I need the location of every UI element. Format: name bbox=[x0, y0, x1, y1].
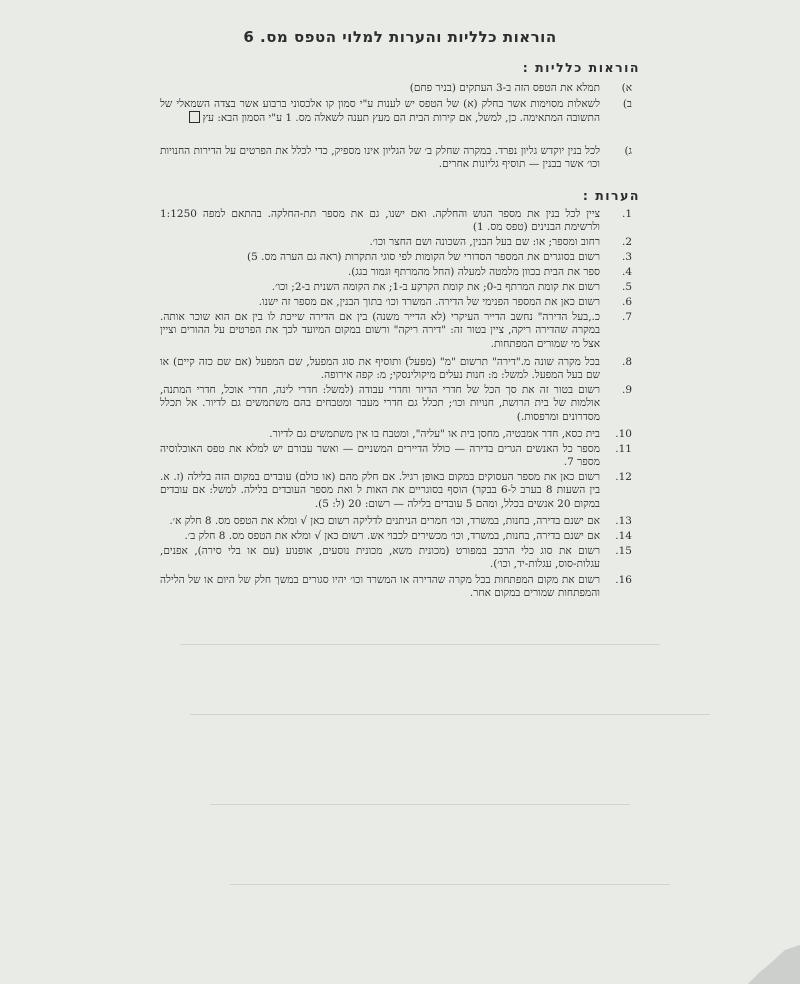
note-text: אם ישנם בדירה, בחנות, במשרד, וכו׳ חמרים הניתנים לדליקה רשום כאן √ ומלא את הטפס מס. 8 חלק א׳. bbox=[169, 515, 600, 527]
note-text: רשום את סוג כלי הרכב במפורט (מכונית משא, מכונית נוסעים, אופנוע (עם או בלי סירה), אפנים, עגלות-סוס, עגלות-יד, וכו׳). bbox=[160, 545, 600, 571]
note-number: 15. bbox=[615, 545, 632, 557]
note-number: 5. bbox=[621, 281, 632, 293]
note-number: 3. bbox=[621, 251, 632, 263]
note-text: כ.,בעל הדירה" נחשב הדייר העיקרי (לא הדייר משנה) בין אם הדירה שייכת לו בין אם הוא שוכר אותה. במקרה שהדירה ריקה, ציין בטור זה: "דירה ריקה" ורשום במקום המיועד לכך את הפרטים על ההורים וציין אצל מי שמורים המפתחות. bbox=[160, 311, 600, 350]
notes-heading: הערות : bbox=[582, 188, 640, 203]
general-item-text: לכל בנין יוקדש גליון נפרד. במקרה שחלק ב׳ של הגליון אינו מספיק, כדי לכלל את הפרטים על הדירות החנויות וכו׳ אשר בבנין — תוסיף גליונות אחרים. bbox=[160, 145, 600, 171]
page-title: הוראות כלליות והערות למלוי הטפס מס. 6 bbox=[243, 28, 557, 46]
note-text: ציין לכל בנין את מספר הגוש והחלקה. ואם ישנו, גם את מספר תת-החלקה. בהתאם למפה 1:1250 ולרשימת הבנינים (טפס מס. 1) bbox=[160, 208, 600, 234]
note-number: 10. bbox=[615, 428, 632, 440]
note-text: רשום את קומת המרתף ב-0; את קומת הקרקע ב-1; את הקומה השנית ב-2; וכו׳. bbox=[271, 281, 600, 293]
note-text: רשום כאן את מספר העסוקים במקום באופן רגיל. אם חלק מהם (או כולם) עובדים במקום הזה בלילה (ז. א. בין השעות 8 בערב ל-6 בבקר) הוסף בסוגריים את האות ל ואת מספר העובדים בלילה. למשל: אם עובדים במקום 20 אנשים בכלל, ומהם 5 עובדים בלילה — רשום: 20 (ל: 5). bbox=[160, 471, 601, 510]
note-number: 9. bbox=[621, 384, 632, 396]
note-number: 4. bbox=[621, 266, 632, 278]
note-text: בית כסא, חדר אמבטיה, מחסן בית או "עליה", ומטבח בו אין משתמשים גם לדיור. bbox=[269, 428, 600, 440]
note-number: 6. bbox=[621, 296, 632, 308]
general-heading: הוראות כלליות : bbox=[522, 60, 640, 75]
note-text: מספר כל האנשים הגרים בדירה — כולל הדיירים המשניים — ואשר עבורם יש למלא את טפס האוכלוסיה מספר 7. bbox=[160, 443, 600, 469]
note-text: ספר את הבית בכוון מלמטה למעלה (החל מהמרתף וגמור בגג). bbox=[347, 266, 600, 278]
note-text: רחוב ומספר; או: שם בעל הבנין, השכונה ושם החצר וכו׳. bbox=[369, 236, 600, 248]
note-text: רשום בטור זה את סך הכל של חדרי הדיור וחדרי עבודה (למשל: חדרי לינה, חדרי אוכל, חדרי המתנה, אולמות של בית הרושת, חנויות וכו׳; תכלל גם חדרי מעבר ומטבחים בהם משתמשים גם לדיור. אל תכלל מסדרונים ומרפסות.) bbox=[160, 384, 600, 423]
note-number: 14. bbox=[615, 530, 632, 542]
note-text: רשום כאן את המספר הפנימי של הדירה. המשרד וכו׳ בתוך הבנין, אם מספר זה ישנו. bbox=[258, 296, 600, 308]
note-number: 13. bbox=[615, 515, 632, 527]
note-text: בכל מקרה שונה מ."דירה" תרשום "מ" (מפעל) ותוסיף את סוג המפעל, שם המפעל (אם שם כזה קיים) או שם בעל המפעל. למשל: מ: חנות נעלים מיקולינסקי; מ: קפה אירופה. bbox=[160, 356, 600, 382]
note-text: אם ישנם בדירה, בחנות, במשרד, וכו׳ מכשירים לכבוי אש. רשום כאן √ ומלא את הטפס מס. 8 חלק ב׳. bbox=[184, 530, 600, 542]
torn-corner bbox=[745, 945, 800, 984]
note-number: 8. bbox=[621, 356, 632, 368]
note-number: 1. bbox=[621, 208, 632, 220]
checkbox-example-icon bbox=[189, 111, 200, 123]
note-number: 11. bbox=[615, 443, 632, 455]
note-text: רשום בסוגרים את המספר הסדורי של הקומות לפי סוגי התקרות (ראה גם הערה מס. 5) bbox=[247, 251, 600, 263]
general-item-label: ג) bbox=[624, 145, 632, 157]
note-text: רשום את מקום המפתחות בכל מקרה שהדירה או המשרד וכו׳ יהיו סגורים במשך חלק של היום או של הלילה והמפתחות שמורים במקום אחר. bbox=[160, 574, 600, 600]
note-number: 12. bbox=[615, 471, 632, 483]
note-number: 2. bbox=[621, 236, 632, 248]
general-item-text: לשאלות מסוימות אשר בחלק (א) של הטפס יש לענות ע"י סמון קו אלכסוני ברבוע אשר בצדה השמאלי של התשובה המתאימה. כן, למשל, אם קירות הבית הם מעץ תענה לשאלה מס. 1 ע"י הסמון הבא: עץ bbox=[160, 98, 600, 125]
note-number: 16. bbox=[615, 574, 632, 586]
general-item-text: תמלא את הטפס הזה ב-3 העתקים (בניר פחם) bbox=[409, 82, 600, 94]
note-number: 7. bbox=[621, 311, 632, 323]
general-item-label: ב) bbox=[622, 98, 632, 110]
general-item-label: א) bbox=[621, 82, 632, 94]
